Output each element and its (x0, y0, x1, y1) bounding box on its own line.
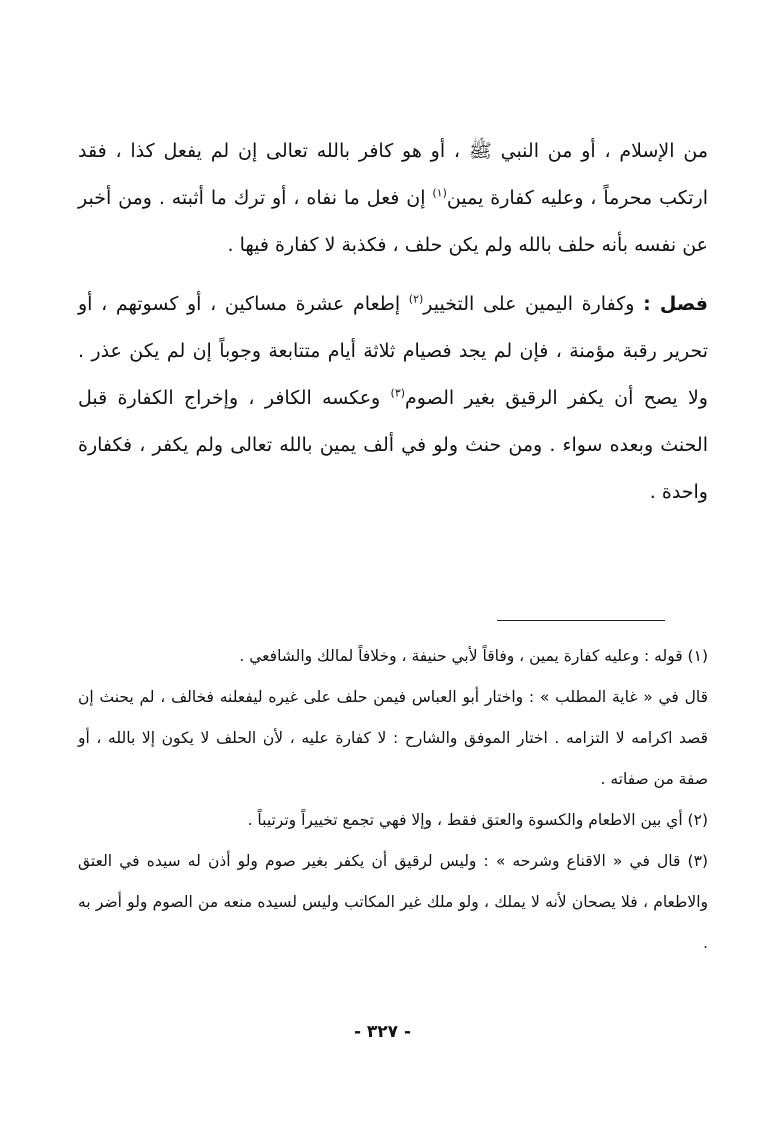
paragraph-2 (78, 281, 708, 516)
main-text (78, 128, 708, 516)
paragraph-2-text-a: وكفارة اليمين على التخيير (423, 293, 644, 315)
footnote-separator (497, 620, 665, 621)
paragraph-1 (78, 128, 708, 269)
footnote-1: (١) قوله : وعليه كفارة يمين ، وفاقاً لأبي حنيفة ، وخلافاً لمالك والشافعي . (239, 647, 708, 665)
footnote-ref-3: (٣) (390, 386, 406, 400)
footnote-1-continued: قال في « غاية المطلب » : واختار أبو العباس فيمن حلف على غيره ليفعلنه فخالف ، لم يحنث إن قصد اكرامه لا التزامه . اختار الموفق والشارح : لا كفارة عليه ، لأن الحلف لا يكون إلا بالله ، أو صفة من صفاته . (78, 688, 708, 788)
paragraph-2-text-c: وعكسه الكافر ، وإخراج الكفارة قبل الحنث وبعده سواء . ومن حنث ولو في ألف يمين بالله تعالى ولم يكفر ، فكفارة واحدة . (78, 387, 708, 503)
section-heading: فصل : (643, 293, 708, 315)
footnotes (78, 636, 708, 964)
paragraph-2-text-b: إطعام عشرة مساكين ، أو كسوتهم ، أو تحرير رقبة مؤمنة ، فإن لم يجد فصيام ثلاثة أيام متتابعة وجوباً إن لم يكن عذر . ولا يصح أن يكفر الرقيق بغير الصوم (78, 293, 708, 409)
paragraph-1-text-b: إن فعل ما نفاه ، أو ترك ما أثبته . ومن أخبر عن نفسه بأنه حلف بالله ولم يكن حلف ، فكذبة لا كفارة فيها . (78, 187, 708, 256)
footnote-2: (٢) أي بين الاطعام والكسوة والعتق فقط ، وإلا فهي تجمع تخييراً وترتيباً . (247, 811, 708, 829)
page-number: - ٣٢٧ - (353, 1022, 412, 1042)
footnote-ref-1: (١) (432, 186, 447, 200)
paragraph-1-text-a: من الإسلام ، أو من النبي ﷺ ، أو هو كافر بالله تعالى إن لم يفعل كذا ، فقد ارتكب محرماً ، وعليه كفارة يمين (78, 140, 708, 209)
footnote-ref-2: (٢) (408, 292, 424, 306)
footnote-3: (٣) قال في « الاقناع وشرحه » : وليس لرقيق أن يكفر بغير صوم ولو أذن له سيده في العتق والاطعام ، فلا يصحان لأنه لا يملك ، ولو ملك غير المكاتب وليس لسيده منعه من الصوم ولو أضر به . (78, 852, 708, 952)
